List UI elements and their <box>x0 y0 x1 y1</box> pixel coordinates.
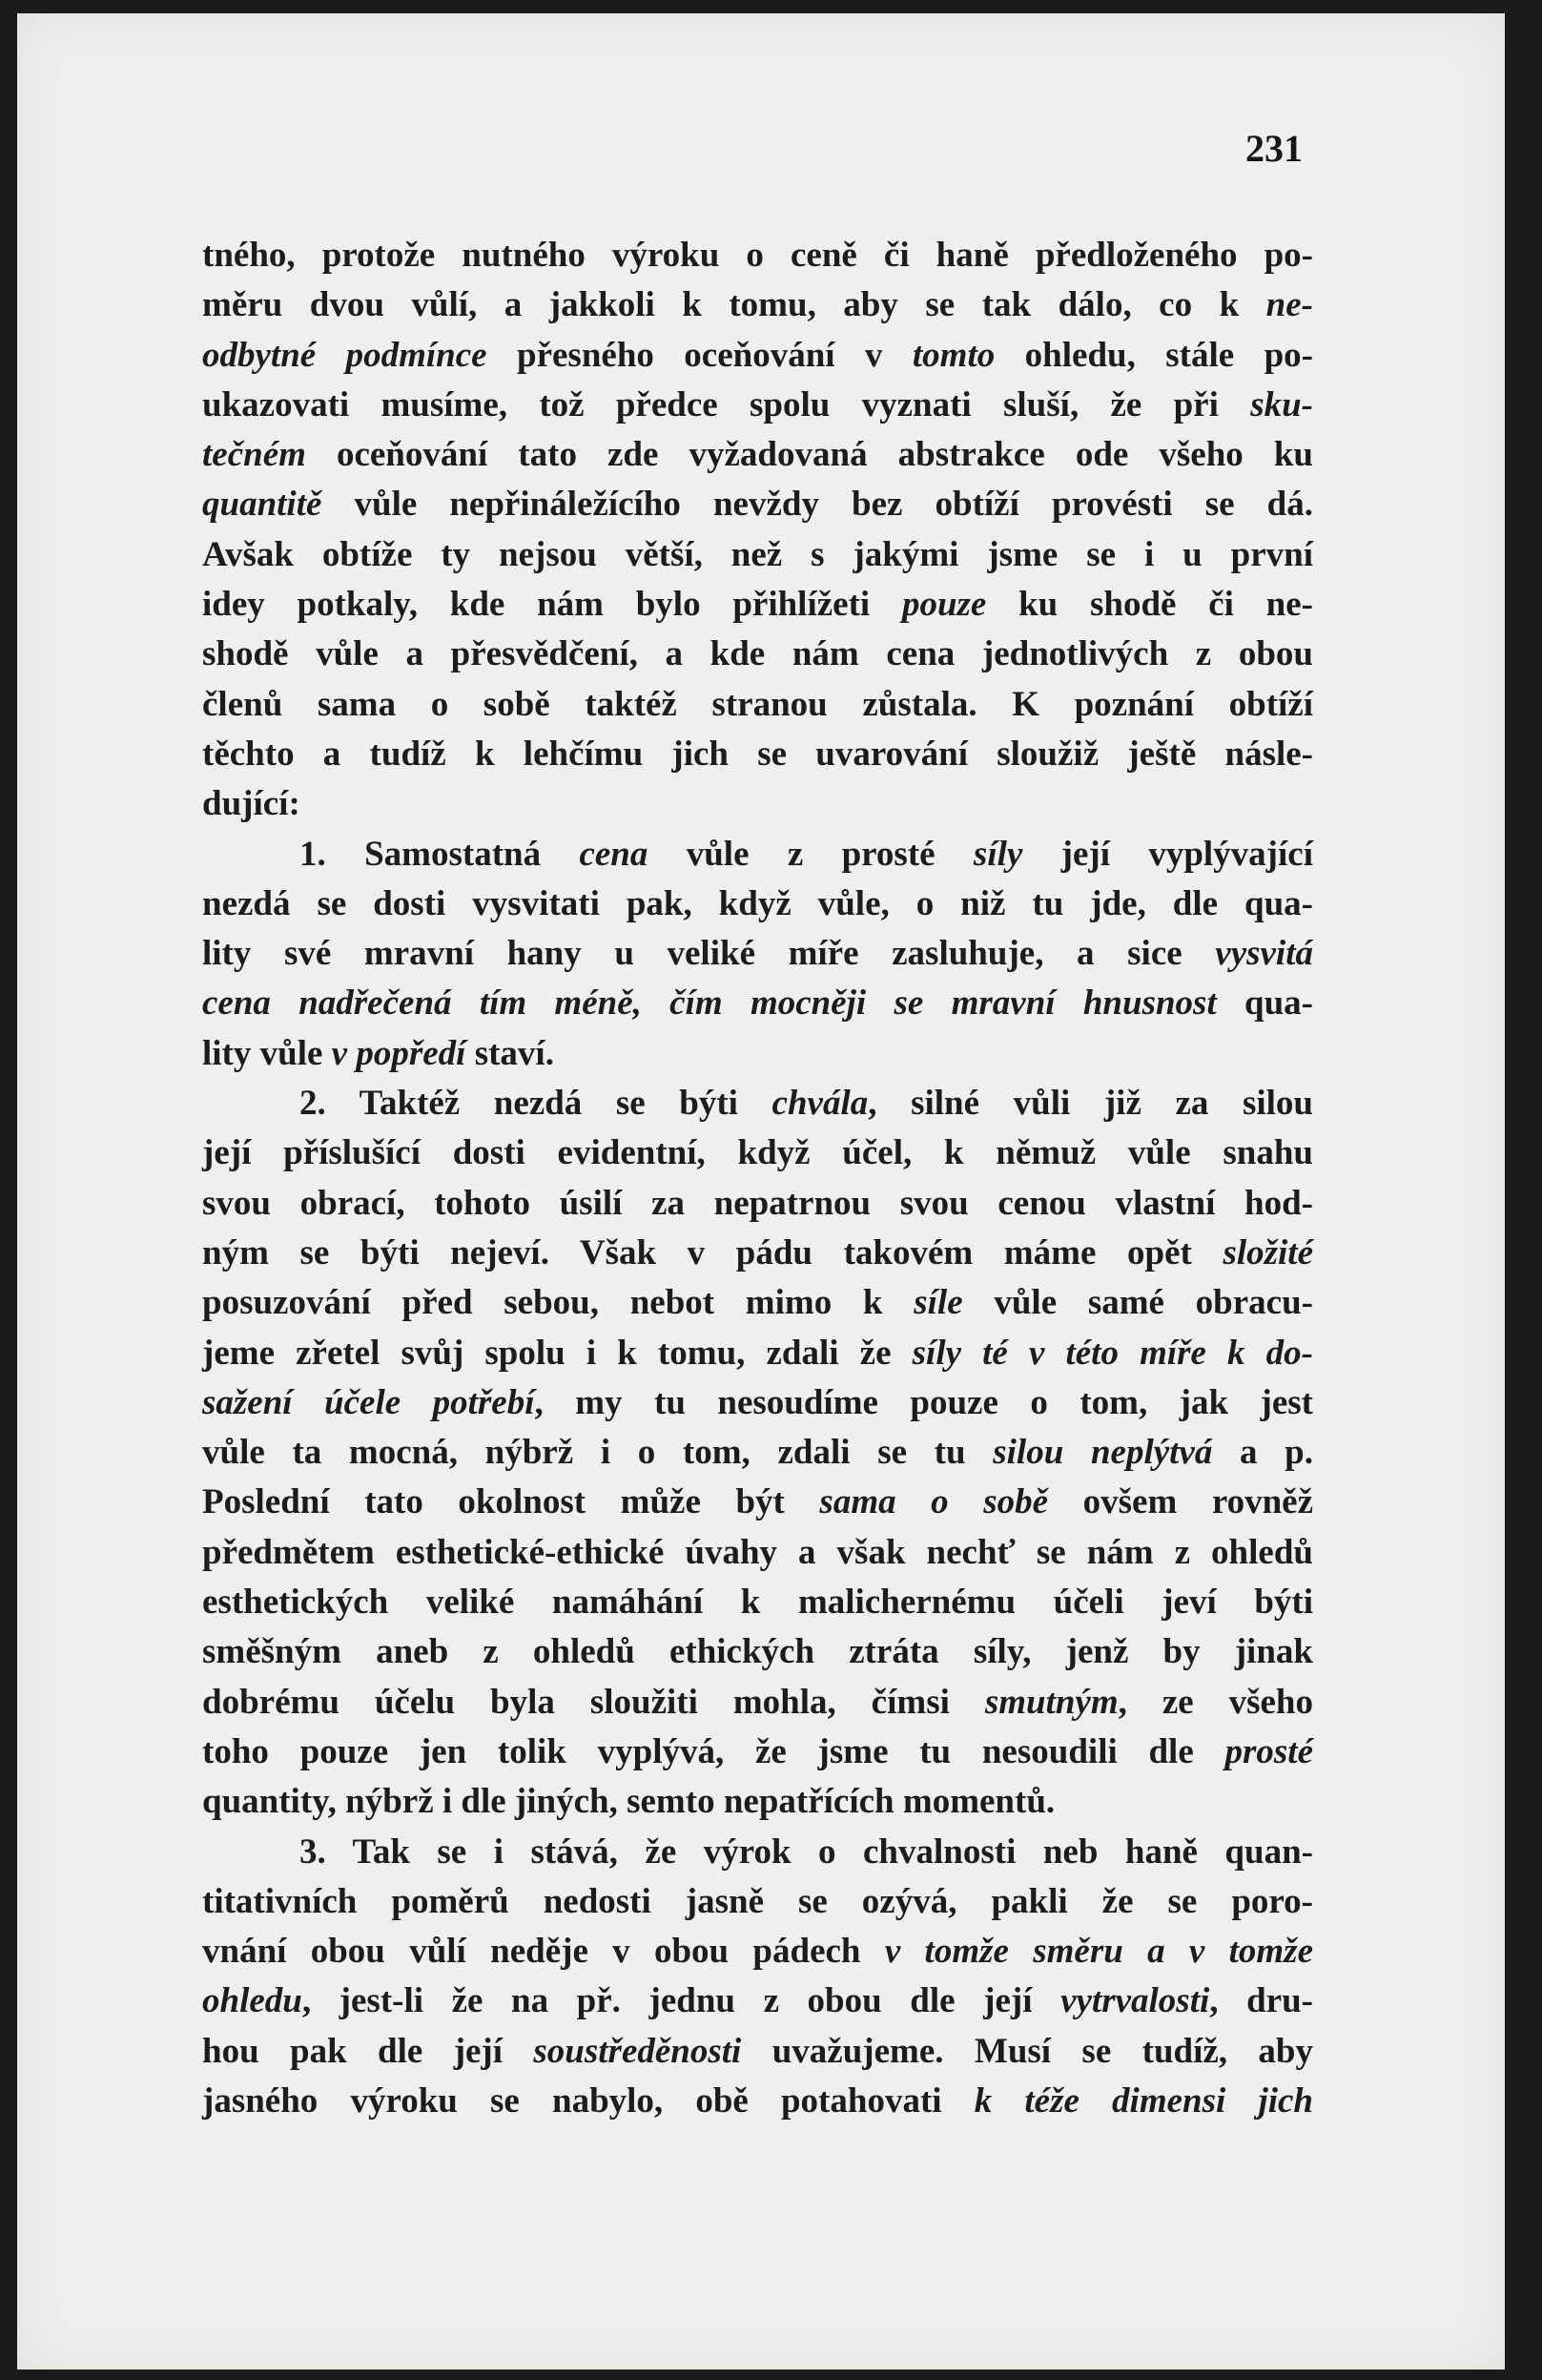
text-segment: ným se býti nejeví. Však v pádu takovém máme opět <box>202 1232 1223 1273</box>
text-line <box>202 680 1313 730</box>
text-line <box>202 1927 1313 1976</box>
text-line <box>202 630 1313 679</box>
italic-segment: síly <box>973 834 1023 874</box>
text-segment: , silné vůli již za silou <box>868 1084 1314 1124</box>
italic-segment: soustředěnosti <box>533 2031 742 2071</box>
italic-segment: ohledu <box>202 1981 302 2021</box>
text-segment: titativních poměrů nedosti jasně se ozývá, pakli že se poro- <box>202 1881 1313 1921</box>
italic-segment: odbytné podmínce <box>202 335 487 375</box>
text-line <box>202 1079 1313 1128</box>
italic-segment: prosté <box>1224 1731 1313 1771</box>
text-segment: , dru- <box>1209 1981 1313 2021</box>
text-segment: jasného výroku se nabylo, obě potahovati <box>202 2080 975 2121</box>
text-line <box>202 1877 1313 1927</box>
text-segment: , ze všeho <box>1118 1682 1313 1722</box>
text-segment: lity své mravní hany u veliké míře zasluhuje, a sice <box>202 934 1216 974</box>
text-segment: přesného oceňování v <box>486 335 913 375</box>
text-segment: uvažujeme. Musí se tudíž, aby <box>741 2031 1313 2071</box>
text-segment: oceňování tato zde vyžadovaná abstrakce ode všeho ku <box>305 435 1313 475</box>
text-segment: qua- <box>1216 983 1313 1024</box>
text-line <box>202 530 1313 580</box>
text-line <box>202 480 1313 529</box>
text-segment: jeme zřetel svůj spolu i k tomu, zdali že <box>202 1333 913 1373</box>
italic-segment: tomto <box>912 335 996 375</box>
text-line <box>202 430 1313 480</box>
text-segment: , my tu nesoudíme pouze o tom, jak jest <box>534 1382 1313 1422</box>
text-line <box>202 331 1313 381</box>
italic-segment: k téže dimensi jich <box>974 2080 1313 2121</box>
text-line <box>202 1128 1313 1178</box>
text-segment: vůle ta mocná, nýbrž i o tom, zdali se tu <box>202 1433 994 1473</box>
text-line <box>202 381 1313 430</box>
italic-segment: tečném <box>202 435 306 475</box>
italic-segment: v tomže směru a v tomže <box>884 1932 1313 1972</box>
italic-segment: cena nadřečená tím méně, čím mocněji se mravní hnusnost <box>202 983 1217 1024</box>
text-segment: vůle z prosté <box>648 834 974 874</box>
italic-segment: v popředí <box>331 1033 466 1073</box>
text-line <box>202 929 1313 979</box>
text-line <box>202 1728 1313 1777</box>
text-segment: Poslední tato okolnost může být <box>202 1482 820 1522</box>
page-number: 231 <box>1245 127 1303 170</box>
text-line <box>202 830 1313 880</box>
text-segment: těchto a tudíž k lehčímu jich se uvarování sloužiž ještě násle- <box>202 734 1313 774</box>
text-segment: nezdá se dosti vysvitati pak, když vůle, o niž tu jde, dle qua- <box>202 883 1313 923</box>
text-segment: její příslušící dosti evidentní, když účel, k němuž vůle snahu <box>202 1133 1313 1173</box>
italic-segment: chvála <box>771 1084 869 1124</box>
italic-segment: smutným <box>984 1682 1119 1722</box>
text-line <box>202 1278 1313 1328</box>
text-segment: , jest-li že na př. jednu z obou dle její <box>301 1981 1061 2021</box>
text-line <box>202 1378 1313 1428</box>
text-segment: ukazovati musíme, tož předce spolu vyznati sluší, že při <box>202 384 1251 424</box>
text-segment: vůle nepřináležícího nevždy bez obtíží provésti se dá. <box>321 485 1313 525</box>
italic-segment: cena <box>579 834 648 874</box>
text-segment: Avšak obtíže ty nejsou větší, než s jakými jsme se i u první <box>202 534 1313 574</box>
text-line <box>202 979 1313 1028</box>
text-line <box>202 1428 1313 1478</box>
text-segment: vnání obou vůlí neděje v obou pádech <box>202 1932 885 1972</box>
text-segment: její vyplývající <box>1022 834 1313 874</box>
text-segment: esthetických veliké namáhání k malichernému účeli jeví býti <box>202 1583 1313 1623</box>
text-segment: svou obrací, tohoto úsilí za nepatrnou svou cenou vlastní hod- <box>202 1183 1313 1223</box>
text-segment: dobrému účelu byla sloužiti mohla, čímsi <box>202 1682 985 1722</box>
italic-segment: vytrvalosti <box>1060 1981 1210 2021</box>
italic-segment: pouze <box>901 585 987 625</box>
text-line <box>202 1678 1313 1728</box>
text-segment: staví. <box>465 1033 554 1073</box>
text-segment: 3. Tak se i stává, že výrok o chvalnosti neb haně quan- <box>299 1832 1313 1872</box>
text-line <box>202 1578 1313 1627</box>
text-segment: a p. <box>1212 1433 1314 1473</box>
text-line <box>202 1329 1313 1378</box>
italic-segment: ne- <box>1265 285 1313 325</box>
text-line <box>202 730 1313 779</box>
italic-segment: sku- <box>1250 384 1313 424</box>
text-segment: posuzování před sebou, nebot mimo k <box>202 1283 915 1323</box>
body-text <box>202 231 1313 2126</box>
text-line <box>202 1229 1313 1278</box>
text-line <box>202 2027 1313 2077</box>
text-segment: ohledu, stále po- <box>995 335 1313 375</box>
text-line <box>202 1528 1313 1578</box>
text-line <box>202 1976 1313 2026</box>
text-line <box>202 231 1313 280</box>
text-line <box>202 280 1313 330</box>
text-segment: toho pouze jen tolik vyplývá, že jsme tu nesoudili dle <box>202 1731 1225 1771</box>
text-segment: hou pak dle její <box>202 2031 534 2071</box>
italic-segment: vysvitá <box>1215 934 1313 974</box>
text-segment: 1. Samostatná <box>299 834 580 874</box>
italic-segment: síly té v této míře k do- <box>912 1333 1313 1373</box>
italic-segment: sažení účele potřebí <box>202 1382 535 1422</box>
italic-segment: quantitě <box>202 485 322 525</box>
text-segment: quantity, nýbrž i dle jiných, semto nepatřících momentů. <box>202 1782 1056 1822</box>
text-line <box>202 1828 1313 1877</box>
italic-segment: složité <box>1223 1232 1313 1273</box>
text-segment: dující: <box>202 784 300 824</box>
text-segment: tného, protože nutného výroku o ceně či haně předloženého po- <box>202 236 1313 275</box>
italic-segment: silou neplýtvá <box>993 1433 1213 1473</box>
text-segment: ku shodě či ne- <box>986 585 1313 625</box>
italic-segment: síle <box>914 1283 963 1323</box>
text-line <box>202 880 1313 929</box>
italic-segment: sama o sobě <box>819 1482 1049 1522</box>
text-segment: předmětem esthetické-ethické úvahy a však nechť se nám z ohledů <box>202 1532 1313 1572</box>
text-segment: členů sama o sobě taktéž stranou zůstala. K poznání obtíží <box>202 684 1313 724</box>
text-segment: lity vůle <box>202 1033 332 1073</box>
text-line <box>202 1478 1313 1527</box>
text-segment: vůle samé obracu- <box>962 1283 1313 1323</box>
text-segment: idey potkaly, kde nám bylo přihlížeti <box>202 585 902 625</box>
text-segment: ovšem rovněž <box>1048 1482 1314 1522</box>
text-line <box>202 580 1313 630</box>
text-line <box>202 2077 1313 2126</box>
text-line <box>202 1179 1313 1229</box>
text-line <box>202 1627 1313 1677</box>
text-segment: 2. Taktéž nezdá se býti <box>299 1084 772 1124</box>
text-line <box>202 1777 1313 1827</box>
text-line <box>202 779 1313 829</box>
text-segment: směšným aneb z ohledů ethických ztráta síly, jenž by jinak <box>202 1632 1313 1672</box>
text-segment: shodě vůle a přesvědčení, a kde nám cena jednotlivých z obou <box>202 634 1313 674</box>
text-line <box>202 1029 1313 1079</box>
text-segment: měru dvou vůlí, a jakkoli k tomu, aby se tak dálo, co k <box>202 285 1266 325</box>
book-page <box>17 13 1505 2370</box>
